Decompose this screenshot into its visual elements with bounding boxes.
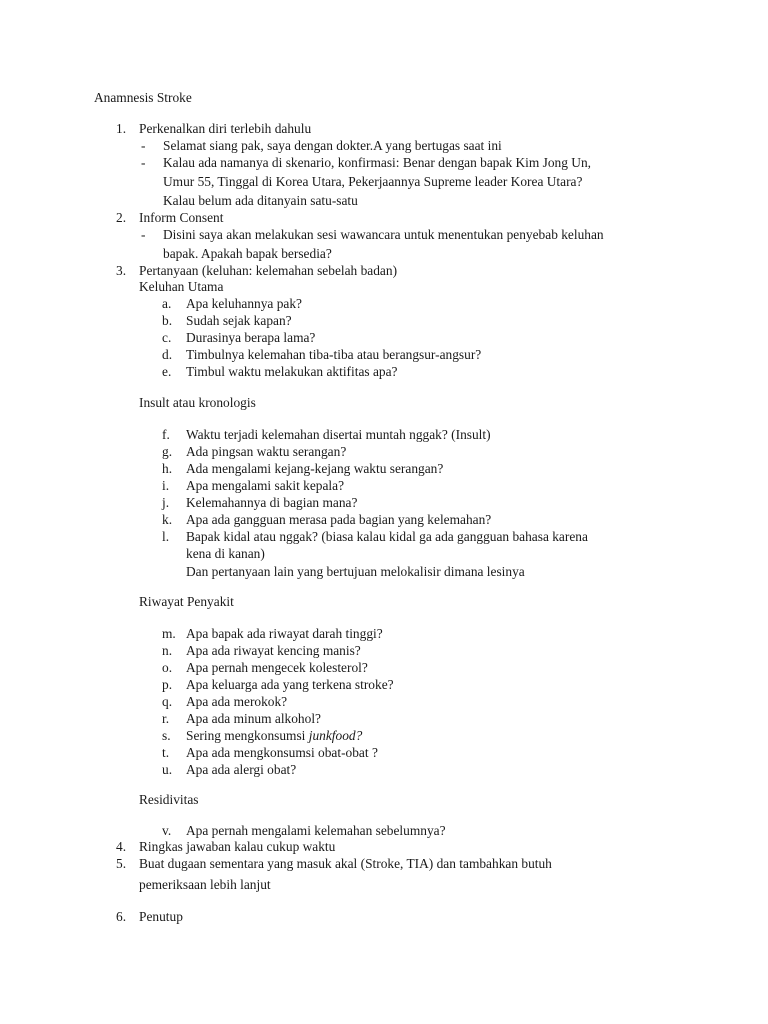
- list-item-text: [186, 329, 315, 346]
- list-item-text: [186, 710, 321, 727]
- list-item-text: [186, 443, 346, 460]
- list-letter: k.: [162, 512, 173, 527]
- item-2-text: Inform Consent: [139, 210, 224, 225]
- item-5-text: Buat dugaan sementara yang masuk akal (Stroke, TIA) dan tambahkan butuh: [139, 856, 552, 871]
- list-letter: n.: [162, 643, 173, 658]
- item-2-bullet-1-cont: bapak. Apakah bapak bersedia?: [163, 246, 332, 261]
- insult-note: Dan pertanyaan lain yang bertujuan melokalisir dimana lesinya: [186, 564, 525, 579]
- list-item-main: Apa mengalami sakit kepala?: [186, 478, 345, 493]
- list-item-main: Apa keluhannya pak?: [186, 296, 303, 311]
- list-item-main: Ada pingsan waktu serangan?: [186, 444, 347, 459]
- section-heading-keluhan: Keluhan Utama: [139, 279, 224, 294]
- list-letter: r.: [162, 711, 170, 726]
- list-item-text: [186, 822, 446, 839]
- item-6-text: Penutup: [139, 909, 183, 924]
- list-item-main: Apa pernah mengecek kolesterol?: [186, 660, 368, 675]
- item-1-number: 1.: [116, 121, 127, 136]
- item-5-text-cont: pemeriksaan lebih lanjut: [139, 877, 271, 892]
- section-heading-insult: Insult atau kronologis: [139, 395, 256, 410]
- list-item-text: [186, 460, 443, 477]
- list-item-text: [186, 659, 368, 676]
- list-letter: q.: [162, 694, 173, 709]
- list-item-text: [186, 312, 292, 329]
- list-letter: p.: [162, 677, 173, 692]
- list-item-main: Apa ada mengkonsumsi obat-obat ?: [186, 745, 378, 760]
- list-letter: h.: [162, 461, 173, 476]
- list-item-main: Kelemahannya di bagian mana?: [186, 495, 358, 510]
- item-6-number: 6.: [116, 909, 127, 924]
- list-item-text: [186, 642, 361, 659]
- list-item-text: [186, 363, 397, 380]
- section-heading-riwayat: Riwayat Penyakit: [139, 594, 234, 609]
- insult-l-cont: kena di kanan): [186, 546, 265, 561]
- list-item-main: Sering mengkonsumsi: [186, 728, 309, 743]
- list-letter: s.: [162, 728, 171, 743]
- list-letter: l.: [162, 529, 170, 544]
- list-letter: c.: [162, 330, 172, 345]
- dash-bullet: -: [141, 138, 146, 153]
- dash-bullet: -: [141, 155, 146, 170]
- list-item-main: Apa ada riwayat kencing manis?: [186, 643, 361, 658]
- list-item-text: [186, 426, 491, 443]
- list-item-main: Apa ada gangguan merasa pada bagian yang kelemahan?: [186, 512, 492, 527]
- list-item-text: [186, 625, 383, 642]
- list-letter: m.: [162, 626, 176, 641]
- list-letter: u.: [162, 762, 173, 777]
- item-1-bullet-3: Kalau belum ada ditanyain satu-satu: [163, 193, 358, 208]
- list-letter: o.: [162, 660, 173, 675]
- section-heading-residivitas: Residivitas: [139, 792, 199, 807]
- list-item-text: [186, 295, 302, 312]
- list-item-main: Apa bapak ada riwayat darah tinggi?: [186, 626, 383, 641]
- list-item-main: Timbul waktu melakukan aktifitas apa?: [186, 364, 398, 379]
- list-letter: t.: [162, 745, 170, 760]
- list-item-main: Apa ada alergi obat?: [186, 762, 297, 777]
- list-letter: i.: [162, 478, 170, 493]
- list-item-main: Ada mengalami kejang-kejang waktu serangan?: [186, 461, 444, 476]
- list-item-text: [186, 676, 394, 693]
- list-item-text: [186, 477, 344, 494]
- list-letter: b.: [162, 313, 173, 328]
- list-letter: d.: [162, 347, 173, 362]
- list-letter: j.: [162, 495, 170, 510]
- item-3-text: Pertanyaan (keluhan: kelemahan sebelah badan): [139, 263, 398, 278]
- list-item-main: Waktu terjadi kelemahan disertai muntah nggak? (Insult): [186, 427, 491, 442]
- list-item-text: [186, 744, 378, 761]
- item-4-text: Ringkas jawaban kalau cukup waktu: [139, 839, 336, 854]
- list-item-text: [186, 761, 296, 778]
- list-item-text: [186, 494, 357, 511]
- item-2-number: 2.: [116, 210, 127, 225]
- list-item-main: Apa pernah mengalami kelemahan sebelumnya?: [186, 823, 446, 838]
- list-item-main: Sudah sejak kapan?: [186, 313, 292, 328]
- item-1-text: Perkenalkan diri terlebih dahulu: [139, 121, 312, 136]
- item-1-bullet-1: Selamat siang pak, saya dengan dokter.A yang bertugas saat ini: [163, 138, 502, 153]
- list-item-main: Timbulnya kelemahan tiba-tiba atau berangsur-angsur?: [186, 347, 482, 362]
- item-3-number: 3.: [116, 263, 127, 278]
- list-item-italic: junkfood?: [308, 728, 363, 743]
- list-letter: f.: [162, 427, 170, 442]
- item-1-bullet-2: Kalau ada namanya di skenario, konfirmasi: Benar dengan bapak Kim Jong Un,: [163, 155, 592, 170]
- list-item-main: Apa keluarga ada yang terkena stroke?: [186, 677, 394, 692]
- item-1-bullet-2-cont: Umur 55, Tinggal di Korea Utara, Pekerjaannya Supreme leader Korea Utara?: [163, 174, 583, 189]
- list-item-text: [186, 346, 481, 363]
- item-5-number: 5.: [116, 856, 127, 871]
- list-item-main: Durasinya berapa lama?: [186, 330, 316, 345]
- list-item-main: Apa ada merokok?: [186, 694, 288, 709]
- document-title: Anamnesis Stroke: [94, 90, 192, 105]
- dash-bullet: -: [141, 227, 146, 242]
- list-item-main: Apa ada minum alkohol?: [186, 711, 321, 726]
- list-letter: e.: [162, 364, 172, 379]
- list-item-text: [186, 693, 287, 710]
- list-item-text: [186, 511, 491, 528]
- list-item-text: [186, 528, 588, 545]
- list-letter: g.: [162, 444, 173, 459]
- item-4-number: 4.: [116, 839, 127, 854]
- list-item-text: [186, 727, 362, 744]
- list-item-main: Bapak kidal atau nggak? (biasa kalau kidal ga ada gangguan bahasa karena: [186, 529, 588, 544]
- item-2-bullet-1: Disini saya akan melakukan sesi wawancara untuk menentukan penyebab keluhan: [163, 227, 604, 242]
- list-letter: a.: [162, 296, 172, 311]
- list-letter: v.: [162, 823, 172, 838]
